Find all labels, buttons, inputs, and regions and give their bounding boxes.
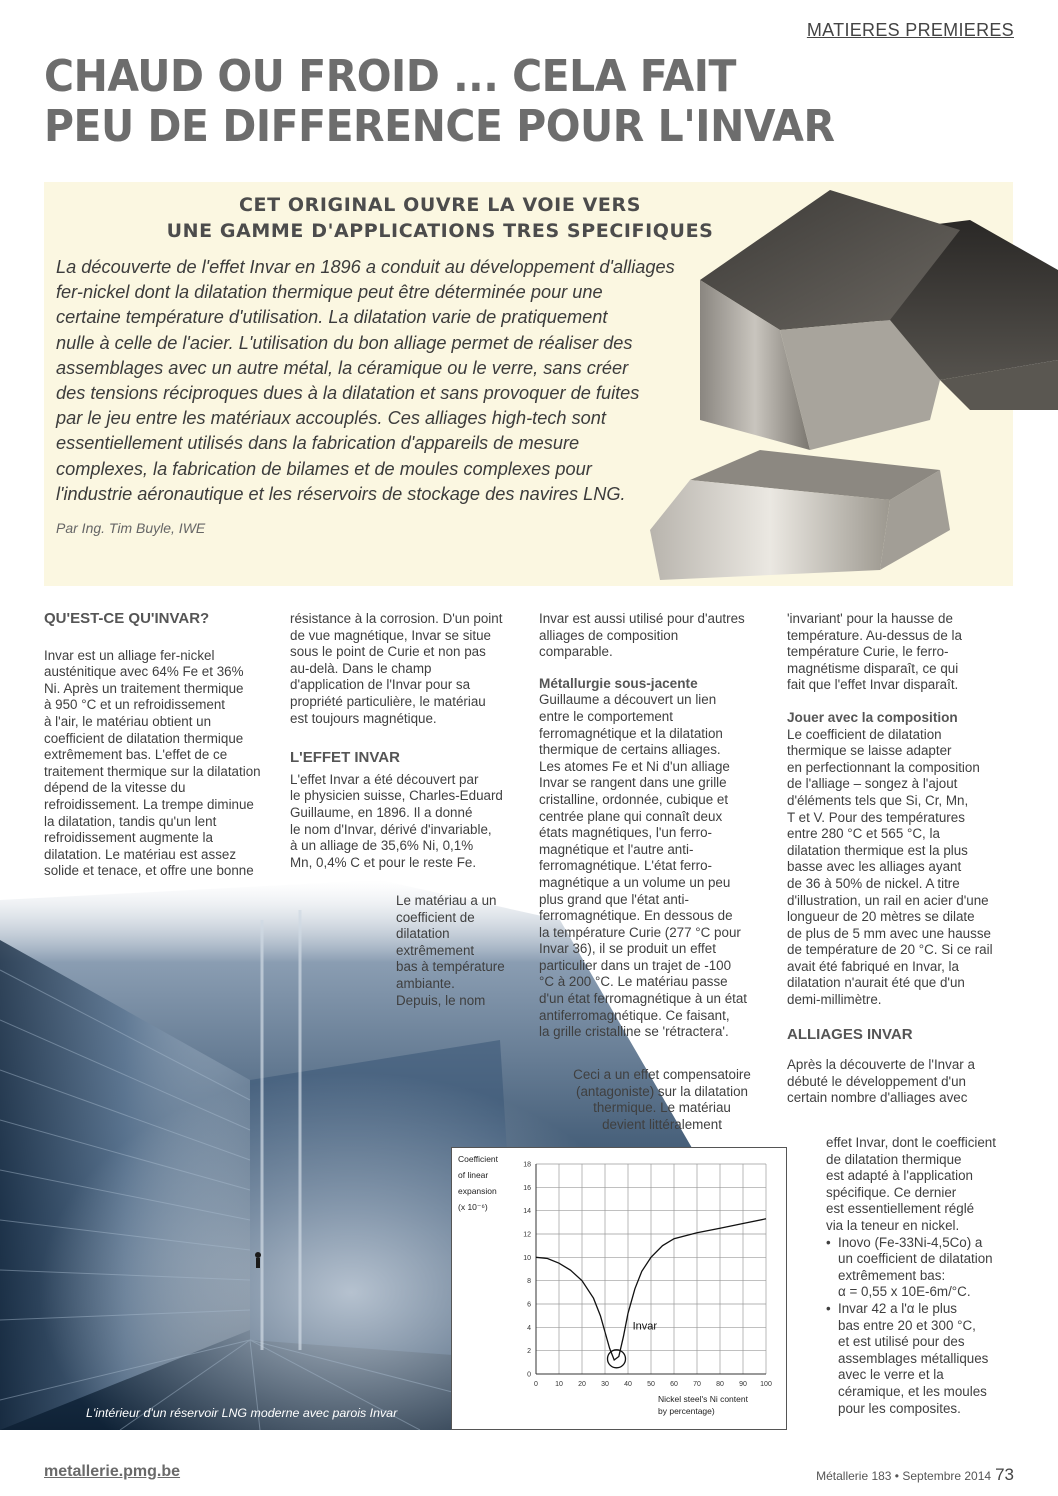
y-tick-label: 16 bbox=[523, 1184, 531, 1192]
text-line: à un alliage de 35,6% Ni, 0,1% bbox=[290, 838, 474, 854]
text-line: sous le point de Curie et non pas bbox=[290, 644, 486, 660]
lead-subtitle-line: CET ORIGINAL OUVRE LA VOIE VERS bbox=[238, 194, 642, 216]
text-line: Guillaume, en 1896. Il a donné bbox=[290, 804, 473, 820]
text-line: le nom d'Invar, dérivé d'invariable, bbox=[290, 821, 492, 837]
column-text bbox=[552, 1067, 772, 1133]
text-line: le physicien suisse, Charles-Eduard bbox=[290, 788, 503, 804]
y-axis-label-line: expansion bbox=[458, 1186, 497, 1196]
y-tick-label: 6 bbox=[527, 1301, 531, 1309]
text-line: Guillaume a découvert un lien bbox=[539, 692, 717, 708]
text-line: coefficient de bbox=[396, 909, 475, 925]
text-line: antiferromagnétique. Ce faisant, bbox=[539, 1007, 730, 1023]
text-line: de température de 20 °C. Si ce rail bbox=[787, 942, 993, 958]
x-tick-label: 0 bbox=[534, 1381, 538, 1388]
text-line: d'application de l'Invar pour sa bbox=[290, 677, 471, 693]
text-line: certain nombre d'alliages avec bbox=[787, 1090, 968, 1106]
text-line: Ni. Après un traitement thermique bbox=[44, 680, 244, 696]
text-line: alliages de composition bbox=[539, 627, 679, 643]
text-line: comparable. bbox=[539, 644, 613, 660]
text-line: bas entre 20 et 300 °C, bbox=[838, 1317, 976, 1333]
article-title bbox=[44, 52, 955, 152]
text-line: Invar est aussi utilisé pour d'autres bbox=[539, 611, 745, 626]
section-label: MATIERES PREMIERES bbox=[806, 20, 1014, 40]
column-2-wrap bbox=[396, 893, 536, 1009]
y-tick-label: 2 bbox=[527, 1348, 531, 1356]
text-line: Les atomes Fe et Ni d'un alliage bbox=[539, 758, 730, 774]
text-line: thermique se laisse adapter bbox=[787, 743, 952, 759]
column-text bbox=[787, 1057, 1017, 1107]
text-line: traitement thermique sur la dilatation bbox=[44, 763, 261, 779]
y-tick-label: 8 bbox=[527, 1278, 531, 1286]
text-line: nulle à celle de l'acier. L'utilisation du bon alliage permet de réaliser des bbox=[56, 332, 633, 353]
y-axis-label-line: Coefficient bbox=[458, 1154, 499, 1164]
text-line: °C à 200 °C. Le matériau passe bbox=[539, 974, 728, 990]
text-line: particulier dans un trajet de -100 bbox=[539, 957, 732, 973]
text-line: L'effet Invar a été découvert par bbox=[290, 771, 479, 787]
text-line: • Invar 42 a l'α le plus bbox=[838, 1300, 957, 1316]
column-4 bbox=[787, 611, 1017, 1107]
text-line: demi-millimètre. bbox=[787, 992, 882, 1008]
lead-paragraph bbox=[56, 255, 720, 507]
text-line: fer-nickel dont la dilatation thermique peut être déterminée pour une bbox=[56, 282, 603, 303]
text-line: bas à température bbox=[396, 959, 505, 975]
text-line: Invar se rangent dans une grille bbox=[539, 775, 727, 791]
sub-heading: Jouer avec la composition bbox=[787, 709, 958, 725]
section-heading: L'EFFET INVAR bbox=[290, 749, 400, 767]
author-credit: Par Ing. Tim Buyle, IWE bbox=[56, 520, 206, 536]
text-line: à l'air, le matériau obtient un bbox=[44, 713, 212, 729]
text-line: essentiellement utilisés dans la fabrication d'appareils de mesure bbox=[56, 433, 580, 454]
text-line: magnétique a un volume un peu bbox=[539, 874, 731, 890]
invar-annotation: Invar bbox=[632, 1320, 658, 1333]
text-line: magnétisme disparaît, ce qui bbox=[787, 660, 959, 676]
text-line: est essentiellement réglé bbox=[826, 1201, 975, 1217]
y-tick-label: 18 bbox=[523, 1161, 531, 1169]
x-tick-label: 50 bbox=[647, 1381, 655, 1388]
text-line: assemblages métalliques bbox=[838, 1350, 989, 1366]
y-axis-label-line: of linear bbox=[458, 1170, 489, 1180]
x-tick-label: 20 bbox=[578, 1381, 586, 1388]
text-line: au-delà. Dans le champ bbox=[290, 660, 432, 676]
text-line: et est utilisé pour des bbox=[838, 1334, 965, 1350]
text-line: Mn, 0,4% C et pour le reste Fe. bbox=[290, 854, 477, 870]
text-line: à 950 °C et un refroidissement bbox=[44, 697, 226, 713]
text-line: entre le comportement bbox=[539, 708, 673, 724]
text-line: thermique. Le matériau bbox=[593, 1100, 731, 1116]
y-tick-label: 10 bbox=[523, 1254, 531, 1262]
column-text bbox=[290, 611, 525, 727]
x-tick-label: 70 bbox=[693, 1381, 701, 1388]
text-line: Depuis, le nom bbox=[396, 992, 486, 1008]
x-tick-label: 40 bbox=[624, 1381, 632, 1388]
text-line: dilatation thermique est la plus bbox=[787, 842, 968, 858]
text-line: de plus de 5 mm avec une hausse bbox=[787, 925, 991, 941]
footer-site[interactable]: metallerie.pmg.be bbox=[44, 1463, 181, 1480]
text-line: magnétique et l'autre anti- bbox=[539, 841, 694, 857]
text-line: en perfectionnant la composition bbox=[787, 759, 980, 775]
y-axis-label-line: (x 10⁻⁶) bbox=[458, 1202, 488, 1212]
bullet-item bbox=[826, 1235, 1018, 1301]
text-line: température. Au-dessus de la bbox=[787, 627, 962, 643]
x-tick-label: 90 bbox=[739, 1381, 747, 1388]
text-line: température Curie, le ferro- bbox=[787, 644, 949, 660]
lead-subtitle-line: UNE GAMME D'APPLICATIONS TRES SPECIFIQUES bbox=[166, 220, 714, 242]
text-line: solide et tenace, et offre une bonne bbox=[44, 863, 254, 879]
text-line: de vue magnétique, Invar se situe bbox=[290, 627, 491, 643]
text-line: via la teneur en nickel. bbox=[826, 1217, 960, 1233]
issue-label: Métallerie 183 • Septembre 2014 bbox=[816, 1469, 992, 1483]
footer-issue bbox=[816, 1465, 1014, 1485]
y-tick-label: 14 bbox=[523, 1208, 531, 1216]
column-text bbox=[539, 611, 769, 661]
chart-panel bbox=[451, 1147, 787, 1430]
text-line: plus grand que l'état anti- bbox=[539, 891, 689, 907]
text-line: assemblages avec un autre métal, la céramique ou le verre, sans créer bbox=[56, 357, 629, 378]
text-line: d'éléments tels que Si, Cr, Mn, bbox=[787, 792, 969, 808]
column-text bbox=[290, 772, 525, 872]
text-line: extrêmement bas. L'effet de ce bbox=[44, 747, 228, 763]
text-line: pour les composites. bbox=[838, 1400, 961, 1416]
text-line: T et V. Pour des températures bbox=[787, 809, 965, 825]
column-text bbox=[787, 611, 1017, 694]
x-tick-label: 80 bbox=[716, 1381, 724, 1388]
text-line: refroidissement augmente la bbox=[44, 830, 213, 846]
text-line: Après la découverte de l'Invar a bbox=[787, 1057, 975, 1073]
x-tick-label: 10 bbox=[555, 1381, 563, 1388]
section-heading: QU'EST-CE QU'INVAR? bbox=[44, 610, 210, 627]
text-line: d'un état ferromagnétique à un état bbox=[539, 991, 748, 1007]
x-axis-label-line: Nickel steel's Ni content bbox=[658, 1394, 751, 1404]
text-line: dépend de la vitesse du bbox=[44, 780, 186, 796]
text-line: résistance à la corrosion. D'un point bbox=[290, 611, 503, 626]
column-text bbox=[826, 1135, 1018, 1235]
text-line: refroidissement. La trempe diminue bbox=[44, 796, 254, 812]
text-line: devient littéralement bbox=[602, 1116, 722, 1132]
text-line: propriété particulière, le matériau bbox=[290, 693, 486, 709]
column-2 bbox=[290, 611, 525, 871]
text-line: ferromagnétique. En dessous de bbox=[539, 908, 733, 924]
text-line: par le jeu entre les matériaux accouplés. Ces alliages high-tech sont bbox=[56, 408, 606, 429]
text-line: spécifique. Ce dernier bbox=[826, 1184, 957, 1200]
text-line: fait que l'effet Invar disparaît. bbox=[787, 677, 959, 693]
lead-subtitle bbox=[60, 192, 820, 244]
text-line: Le matériau a un bbox=[396, 893, 497, 908]
text-line: la température Curie (277 °C pour bbox=[539, 924, 741, 940]
y-axis-label bbox=[458, 1154, 499, 1212]
text-line: est adapté à l'application bbox=[826, 1168, 973, 1184]
text-line: la grille cristalline se 'rétractera'. bbox=[539, 1024, 729, 1040]
title-line-1: CHAUD OU FROID ... CELA FAIT bbox=[44, 51, 736, 102]
page-number: 73 bbox=[995, 1465, 1014, 1484]
text-line: Invar 36), il se produit un effet bbox=[539, 941, 716, 957]
sub-heading: Métallurgie sous-jacente bbox=[539, 675, 698, 691]
text-line: des tensions réciproques dues à la dilatation et sans provoquer de fuites bbox=[56, 383, 640, 404]
x-tick-label: 60 bbox=[670, 1381, 678, 1388]
column-1 bbox=[44, 611, 274, 880]
text-line: effet Invar, dont le coefficient bbox=[826, 1135, 996, 1150]
text-line: la dilatation, tandis qu'un lent bbox=[44, 813, 217, 829]
text-line: Invar est un alliage fer-nickel bbox=[44, 647, 215, 663]
x-axis-label bbox=[658, 1394, 750, 1416]
text-line: de 36 à 50% de nickel. A titre bbox=[787, 875, 960, 891]
y-tick-label: 12 bbox=[523, 1231, 531, 1239]
text-line: entre 280 °C et 565 °C, la bbox=[787, 826, 940, 842]
text-line: basse avec les alliages ayant bbox=[787, 859, 962, 875]
expansion-chart bbox=[452, 1148, 786, 1429]
text-line: extrêmement bbox=[396, 942, 475, 958]
x-tick-label: 30 bbox=[601, 1381, 609, 1388]
text-line: 'invariant' pour la hausse de bbox=[787, 611, 953, 626]
text-line: avait été fabriqué en Invar, la bbox=[787, 958, 959, 974]
text-line: extrêmement bas: bbox=[838, 1267, 946, 1283]
y-tick-label: 0 bbox=[527, 1371, 531, 1379]
text-line: de dilatation thermique bbox=[826, 1151, 962, 1167]
photo-caption: L'intérieur d'un réservoir LNG moderne avec parois Invar bbox=[86, 1406, 398, 1420]
text-line: un coefficient de dilatation bbox=[838, 1251, 993, 1267]
text-line: (antagoniste) sur la dilatation bbox=[576, 1083, 748, 1099]
text-line: longueur de 20 mètres se dilate bbox=[787, 909, 975, 925]
text-line: complexes, la fabrication de bilames et de moules complexes pour bbox=[56, 458, 592, 479]
text-line: cristalline, ordonnée, cubique et bbox=[539, 791, 729, 807]
y-tick-label: 4 bbox=[527, 1324, 531, 1332]
text-line: α = 0,55 x 10E-6m/°C. bbox=[838, 1284, 971, 1300]
text-line: coefficient de dilatation thermique bbox=[44, 730, 244, 746]
column-text bbox=[44, 648, 274, 880]
text-line: Le coefficient de dilatation bbox=[787, 726, 942, 742]
text-line: ambiante. bbox=[396, 975, 455, 991]
text-line: ferromagnétique et la dilatation bbox=[539, 725, 723, 741]
text-line: céramique, et les moules bbox=[838, 1383, 987, 1399]
text-line: Ceci a un effet compensatoire bbox=[573, 1067, 751, 1082]
text-line: l'industrie aéronautique et les réservoirs de stockage des navires LNG. bbox=[56, 483, 626, 504]
column-3 bbox=[539, 611, 769, 1041]
column-text bbox=[396, 893, 536, 1009]
text-line: d'illustration, un rail en acier d'une bbox=[787, 892, 989, 908]
x-tick-label: 100 bbox=[760, 1381, 772, 1388]
text-line: La découverte de l'effet Invar en 1896 a conduit au développement d'alliages bbox=[56, 257, 675, 277]
text-line: états magnétiques, l'un ferro- bbox=[539, 825, 713, 841]
text-line: centrée plane qui connaît deux bbox=[539, 808, 723, 824]
text-line: certaine température d'utilisation. La dilatation varie de pratiquement bbox=[56, 307, 608, 328]
text-line: avec le verre et la bbox=[838, 1367, 944, 1383]
column-3-wrap bbox=[552, 1067, 772, 1133]
title-line-2: PEU DE DIFFERENCE POUR L'INVAR bbox=[44, 101, 835, 152]
column-text bbox=[787, 727, 1017, 1009]
column-text bbox=[539, 692, 769, 1040]
section-heading: ALLIAGES INVAR bbox=[787, 1025, 913, 1043]
text-line: dilatation bbox=[396, 926, 450, 942]
bullet-item bbox=[826, 1301, 1018, 1417]
text-line: ferromagnétique. L'état ferro- bbox=[539, 858, 713, 874]
text-line: austénitique avec 64% Fe et 36% bbox=[44, 664, 244, 680]
text-line: débuté le développement d'un bbox=[787, 1073, 967, 1089]
text-line: dilatation. Le matériau est assez bbox=[44, 846, 237, 862]
x-axis-label-line: by percentage) bbox=[658, 1406, 715, 1416]
text-line: est toujours magnétique. bbox=[290, 710, 437, 726]
text-line: dilatation n'aurait été que d'un bbox=[787, 975, 965, 991]
text-line: • Inovo (Fe-33Ni-4,5Co) a bbox=[838, 1234, 983, 1250]
text-line: thermique de certains alliages. bbox=[539, 742, 721, 758]
column-4-wrap bbox=[826, 1135, 1018, 1417]
text-line: de l'alliage – songez à l'ajout bbox=[787, 776, 958, 792]
